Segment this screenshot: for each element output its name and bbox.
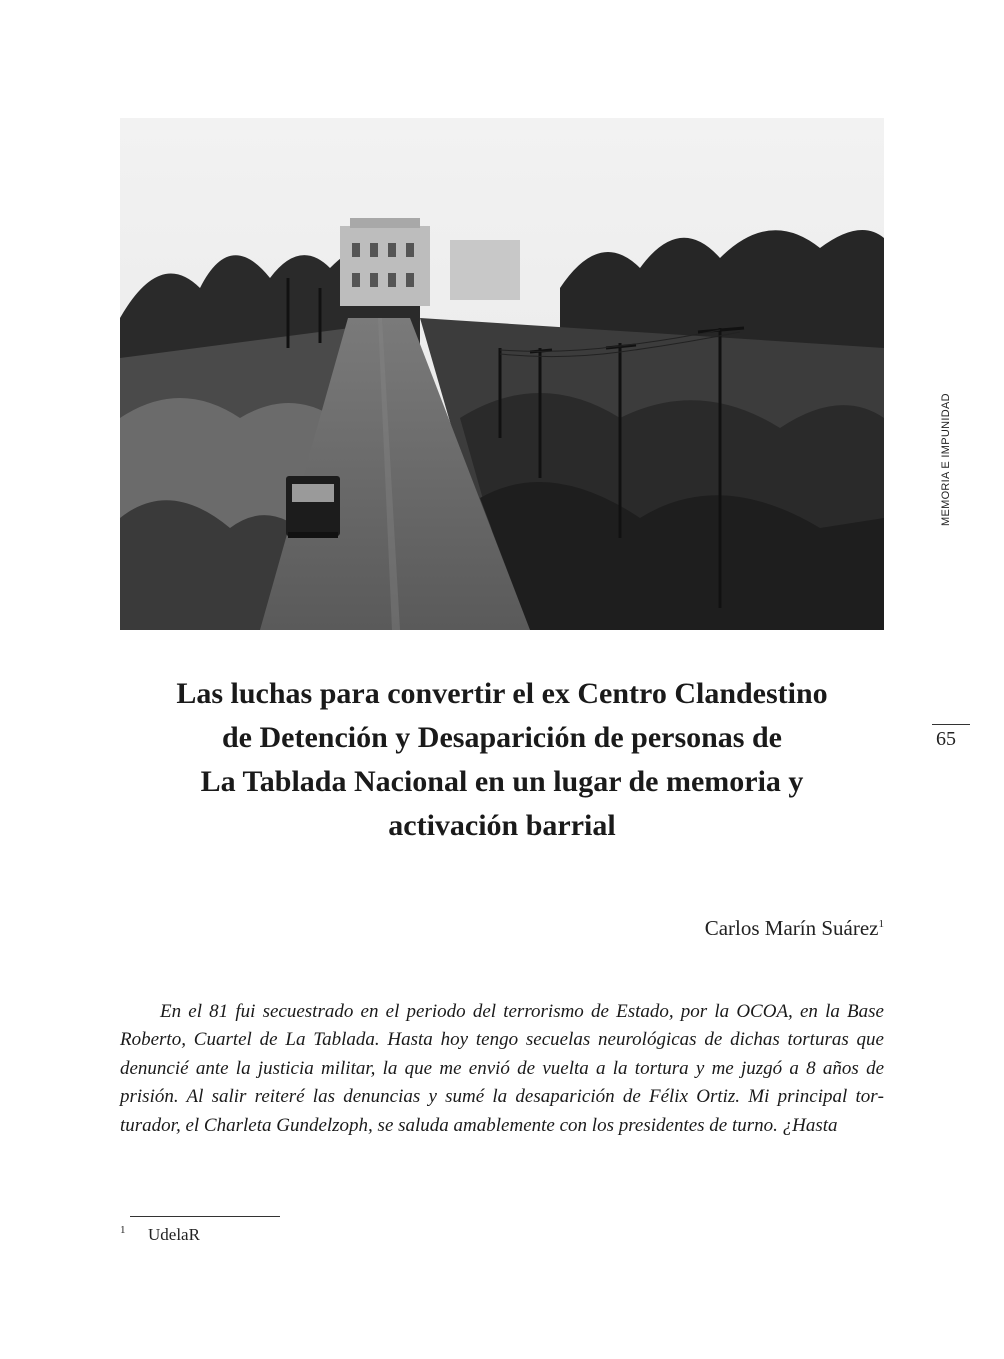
page-number: 65 xyxy=(936,728,956,750)
title-line: La Tablada Nacional en un lugar de memoria y xyxy=(200,765,804,798)
title-line: activación barrial xyxy=(388,809,616,842)
title-line: Las luchas para convertir el ex Centro Clandestino xyxy=(176,677,828,710)
body-paragraph: En el 81 fui secuestrado en el periodo del terrorismo de Estado, por la OCOA, en la Base Roberto, Cuartel de La Tablada. Hasta hoy tengo secuelas neurológicas de dichas torturas que denuncié ante la justicia militar, la que me envió de vuelta a la tortura y me juzgó a 8 años de prisión. Al salir reiteré las denuncias y sumé la desaparición de Félix Ortiz. Mi principal torturador, el Charleta Gundelzoph, se saluda amablemente con los presidentes de turno. ¿Hasta xyxy=(120,1001,884,1136)
section-label: MEMORIA E IMPUNIDAD xyxy=(940,393,952,527)
author-footnote-mark: 1 xyxy=(878,918,884,930)
page-number-rule xyxy=(932,724,970,725)
author-name: Carlos Marín Suárez xyxy=(704,916,879,940)
footnote-text: UdelaR xyxy=(148,1225,200,1244)
footnote-rule xyxy=(130,1216,280,1217)
article-photo xyxy=(120,118,884,630)
article-author xyxy=(500,916,884,941)
footnote-mark: 1 xyxy=(120,1224,126,1236)
title-line: de Detención y Desaparición de personas de xyxy=(222,721,782,754)
article-title xyxy=(120,672,884,848)
